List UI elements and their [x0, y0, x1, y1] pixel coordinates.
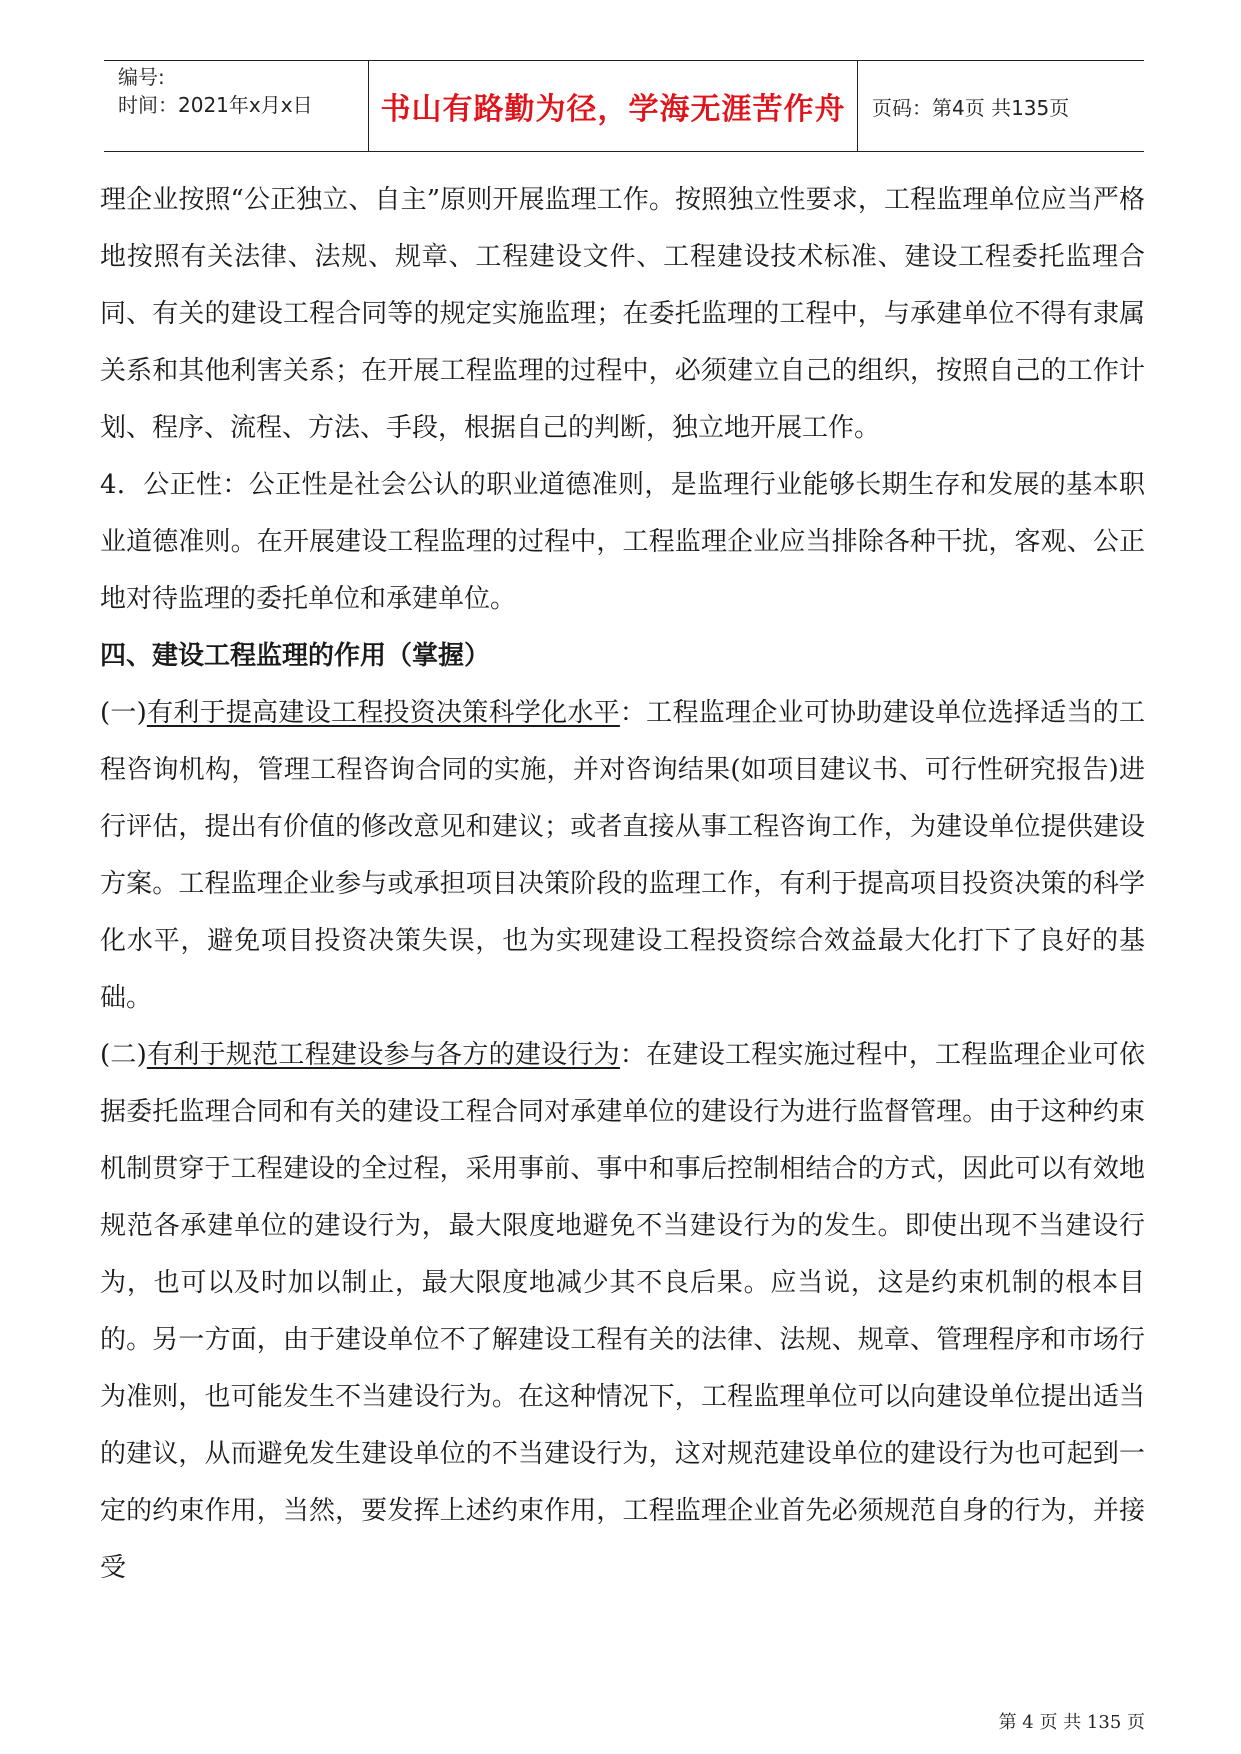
header-page-info: 页码：第4页 共135页 [872, 95, 1070, 120]
page-footer: 第 4 页 共 135 页 [998, 1712, 1145, 1733]
page-header [104, 60, 1144, 152]
underlined-heading: 有利于提高建设工程投资决策科学化水平 [146, 698, 620, 728]
paragraph: 理企业按照“公正独立、自主”原则开展监理工作。按照独立性要求，工程监理单位应当严格地按照有关法律、法规、规章、工程建设文件、工程建设技术标准、建设工程委托监理合同、有关的建设工程合同等的规定实施监理；在委托监理的工程中，与承建单位不得有隶属关系和其他利害关系；在开展工程监理的过程中，必须建立自己的组织，按照自己的工作计划、程序、流程、方法、手段，根据自己的判断，独立地开展工作。 [100, 185, 1145, 443]
time-label: 时间：2021年x月x日 [118, 93, 313, 117]
header-motto: 书山有路勤为径，学海无涯苦作舟 [368, 61, 858, 151]
underlined-heading: 有利于规范工程建设参与各方的建设行为 [146, 1040, 620, 1070]
paragraph [100, 1027, 1145, 1597]
document-body [100, 172, 1145, 1597]
item-number: (二) [100, 1040, 147, 1070]
paragraph [100, 685, 1145, 1027]
item-number: (一) [100, 698, 147, 728]
paragraph-text: ：在建设工程实施过程中，工程监理企业可依据委托监理合同和有关的建设工程合同对承建单位的建设行为进行监督管理。由于这种约束机制贯穿于工程建设的全过程，采用事前、事中和事后控制相结合的方式，因此可以有效地规范各承建单位的建设行为，最大限度地避免不当建设行为的发生。即使出现不当建设行为，也可以及时加以制止，最大限度地减少其不良后果。应当说，这是约束机制的根本目的。另一方面，由于建设单位不了解建设工程有关的法律、法规、规章、管理程序和市场行为准则，也可能发生不当建设行为。在这种情况下，工程监理单位可以向建设单位提出适当的建议，从而避免发生建设单位的不当建设行为，这对规范建设单位的建设行为也可起到一定的约束作用，当然，要发挥上述约束作用，工程监理企业首先必须规范自身的行为，并接受 [100, 1040, 1145, 1583]
header-meta [104, 61, 368, 151]
paragraph: 4．公正性：公正性是社会公认的职业道德准则，是监理行业能够长期生存和发展的基本职业道德准则。在开展建设工程监理的过程中，工程监理企业应当排除各种干扰，客观、公正地对待监理的委托单位和承建单位。 [100, 470, 1145, 614]
number-label: 编号: [118, 65, 165, 89]
paragraph-text: ：工程监理企业可协助建设单位选择适当的工程咨询机构，管理工程咨询合同的实施，并对咨询结果(如项目建议书、可行性研究报告)进行评估，提出有价值的修改意见和建议；或者直接从事工程咨询工作，为建设单位提供建设方案。工程监理企业参与或承担项目决策阶段的监理工作，有利于提高项目投资决策的科学化水平，避免项目投资决策失误，也为实现建设工程投资综合效益最大化打下了良好的基础。 [100, 698, 1145, 1013]
section-heading: 四、建设工程监理的作用（掌握） [100, 641, 491, 671]
